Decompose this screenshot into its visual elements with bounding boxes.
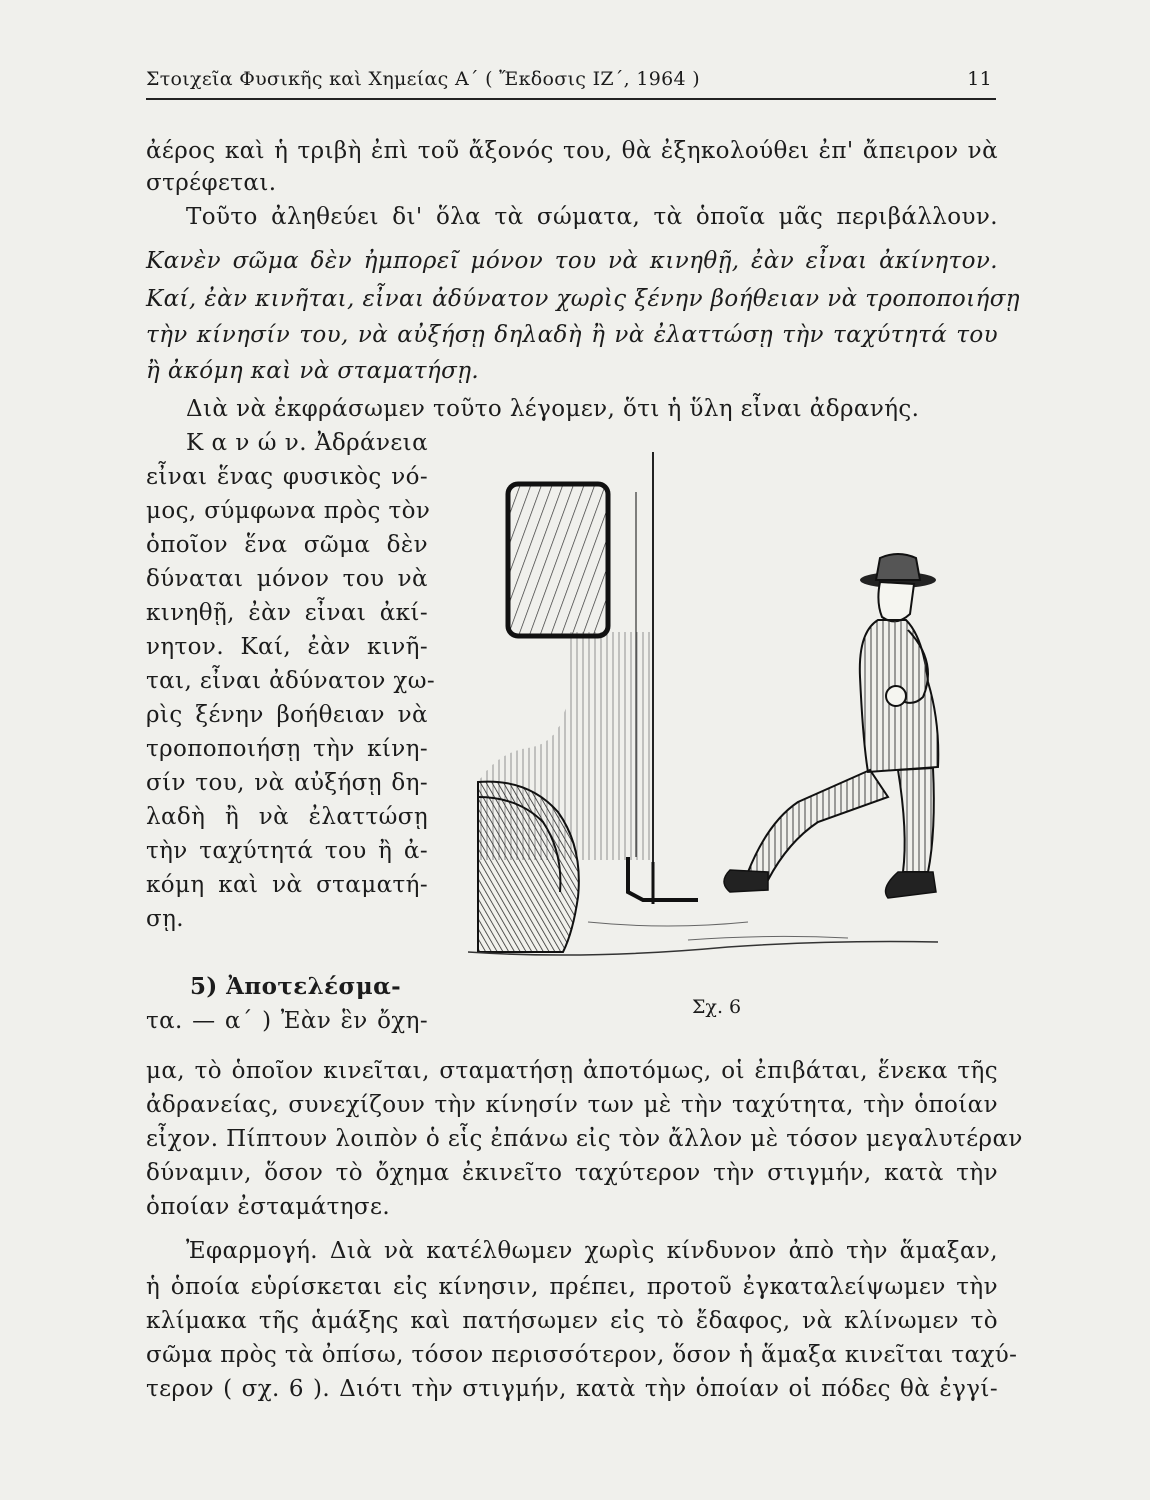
body-line: ἀέρος καὶ ἡ τριβὴ ἐπὶ τοῦ ἄξονός του, θὰ ἐξηκολούθει ἐπ' ἄπειρον νὰ: [146, 138, 998, 164]
side-line: σῃ.: [146, 906, 184, 932]
body-line: τερον ( σχ. 6 ). Διότι τὴν στιγμήν, κατὰ τὴν ὁποίαν οἱ πόδες θὰ ἐγγί-: [146, 1376, 998, 1402]
running-header: [146, 68, 996, 94]
header-rule: [146, 98, 996, 100]
section-heading: 5) Ἀποτελέσμα-: [190, 973, 402, 1000]
body-line: στρέφεται.: [146, 170, 277, 196]
side-line: νητον. Καί, ἐὰν κινῆ-: [146, 634, 428, 660]
side-line: δύναται μόνον του νὰ: [146, 566, 428, 592]
body-line: ἡ ὁποία εὑρίσκεται εἰς κίνησιν, πρέπει, προτοῦ ἐγκαταλείψωμεν τὴν: [146, 1274, 998, 1300]
rule-heading-line: Κ α ν ώ ν. Ἀδράνεια: [186, 430, 428, 456]
body-line: ὁποίαν ἐσταμάτησε.: [146, 1194, 391, 1220]
side-line: τὴν ταχύτητά του ἢ ἀ-: [146, 838, 428, 864]
body-line-italic: Καί, ἐὰν κινῆται, εἶναι ἀδύνατον χωρὶς ξένην βοήθειαν νὰ τροποποιήσῃ: [146, 286, 1020, 312]
body-line: σῶμα πρὸς τὰ ὀπίσω, τόσον περισσότερον, ὅσον ἡ ἅμαξα κινεῖται ταχύ-: [146, 1342, 1018, 1368]
body-line: Διὰ νὰ ἐκφράσωμεν τοῦτο λέγομεν, ὅτι ἡ ὕλη εἶναι ἀδρανής.: [186, 396, 920, 422]
side-line: τροποποιήσῃ τὴν κίνη-: [146, 736, 428, 762]
body-line: Τοῦτο ἀληθεύει δι' ὅλα τὰ σώματα, τὰ ὁποῖα μᾶς περιβάλλουν.: [186, 204, 998, 230]
body-line: δύναμιν, ὅσον τὸ ὄχημα ἐκινεῖτο ταχύτερον τὴν στιγμήν, κατὰ τὴν: [146, 1160, 998, 1186]
body-line: κλίμακα τῆς ἁμάξης καὶ πατήσωμεν εἰς τὸ ἔδαφος, νὰ κλίνωμεν τὸ: [146, 1308, 998, 1334]
figure-illustration: [468, 452, 988, 1000]
body-line-italic: ἢ ἀκόμη καὶ νὰ σταματήσῃ.: [146, 358, 480, 384]
body-line: ἀδρανείας, συνεχίζουν τὴν κίνησίν των μὲ τὴν ταχύτητα, τὴν ὁποίαν: [146, 1092, 998, 1118]
man-stepping-off-carriage-illustration: [468, 452, 988, 1000]
side-line: κόμη καὶ νὰ σταματή-: [146, 872, 428, 898]
body-line: μα, τὸ ὁποῖον κινεῖται, σταματήσῃ ἀποτόμως, οἱ ἐπιβάται, ἕνεκα τῆς: [146, 1058, 998, 1084]
side-line: μος, σύμφωνα πρὸς τὸν: [146, 498, 431, 524]
page-number: 11: [967, 68, 992, 90]
body-line: εἶχον. Πίπτουν λοιπὸν ὁ εἷς ἐπάνω εἰς τὸν ἄλλον μὲ τόσον μεγαλυτέραν: [146, 1126, 1023, 1152]
side-line: σίν του, νὰ αὐξήσῃ δη-: [146, 770, 428, 796]
side-line: ὁποῖον ἕνα σῶμα δὲν: [146, 532, 428, 558]
side-line: κινηθῇ, ἐὰν εἶναι ἀκί-: [146, 600, 428, 626]
body-line-italic: τὴν κίνησίν του, νὰ αὐξήσῃ δηλαδὴ ἢ νὰ ἐλαττώσῃ τὴν ταχύτητά του: [146, 322, 998, 348]
body-line-italic: Κανὲν σῶμα δὲν ἠμπορεῖ μόνον του νὰ κινηθῇ, ἐὰν εἶναι ἀκίνητον.: [146, 248, 998, 274]
header-title: Στοιχεῖα Φυσικῆς καὶ Χημείας Α΄ ( Ἔκδοσις ΙΖ΄, 1964 ): [146, 68, 700, 90]
side-line: εἶναι ἕνας φυσικὸς νό-: [146, 464, 428, 490]
figure-caption: Σχ. 6: [692, 996, 742, 1018]
side-line: τα. — α΄ ) Ἐὰν ἓν ὄχη-: [146, 1008, 428, 1034]
side-line: ται, εἶναι ἀδύνατον χω-: [146, 668, 436, 694]
application-line: Ἐφαρμογή. Διὰ νὰ κατέλθωμεν χωρὶς κίνδυνον ἀπὸ τὴν ἅμαξαν,: [186, 1238, 998, 1264]
side-line: ρὶς ξένην βοήθειαν νὰ: [146, 702, 428, 728]
side-line: λαδὴ ἢ νὰ ἐλαττώσῃ: [146, 804, 428, 830]
